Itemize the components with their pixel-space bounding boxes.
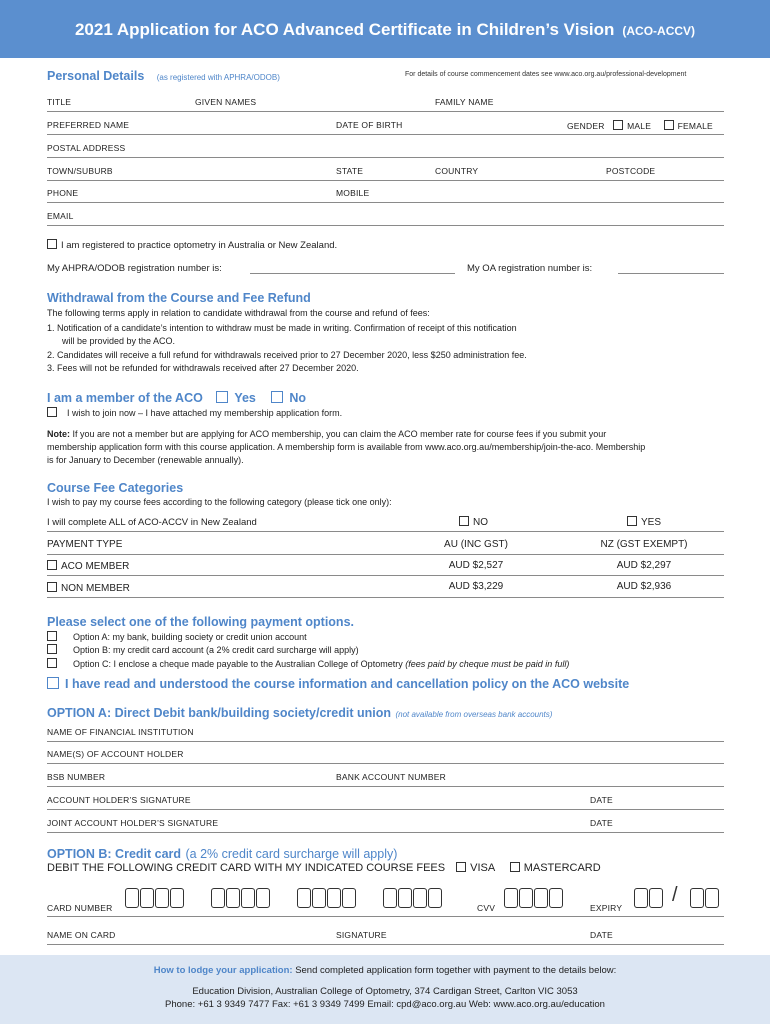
footer-address: Education Division, Australian College of Optometry, 374 Cardigan Street, Carlton VIC 3053 xyxy=(192,986,578,997)
row-divider xyxy=(47,575,724,576)
card-type-row: DEBIT THE FOLLOWING CREDIT CARD WITH MY INDICATED COURSE FEES VISA MASTERCARD xyxy=(47,862,601,874)
bsb-label: BSB NUMBER xyxy=(47,772,106,782)
male-checkbox[interactable] xyxy=(613,120,623,130)
oa-input[interactable] xyxy=(618,273,724,274)
row-divider xyxy=(47,180,724,181)
row-divider xyxy=(47,554,724,555)
row-divider xyxy=(47,134,724,135)
card-digit-box[interactable] xyxy=(428,888,442,908)
fee-row-type: ACO MEMBER xyxy=(47,560,129,572)
name-on-card-label: NAME ON CARD xyxy=(47,930,116,940)
join-statement: I wish to join now – I have attached my membership application form. xyxy=(47,407,342,418)
bank-details-input[interactable] xyxy=(47,786,724,787)
expiry-digit-box[interactable] xyxy=(705,888,719,908)
family-name-label: FAMILY NAME xyxy=(435,97,494,107)
row-divider xyxy=(47,531,724,532)
withdrawal-intro: The following terms apply in relation to candidate withdrawal from the course and refund of fees: xyxy=(47,308,430,318)
card-number-label: CARD NUMBER xyxy=(47,903,113,913)
membership-note: Note: If you are not a member but are applying for ACO membership, you can claim the ACO member rate for course fees if you submit your membership application form with this course application. A membership form is available from www.aco.org.au/membership/join-the-aco. Membership is for January to December (renewable annually). xyxy=(47,429,646,465)
holder-signature-label: ACCOUNT HOLDER’S SIGNATURE xyxy=(47,795,191,805)
member-no-checkbox[interactable] xyxy=(271,391,283,403)
nz-yes-option: YES xyxy=(627,516,661,528)
col-payment-type: PAYMENT TYPE xyxy=(47,539,123,550)
account-holder-label: NAME(S) OF ACCOUNT HOLDER xyxy=(47,749,184,759)
dob-label: DATE OF BIRTH xyxy=(336,120,403,130)
payment-heading: Please select one of the following payment options. xyxy=(47,615,354,629)
member-question: I am a member of the ACO Yes No xyxy=(47,391,307,405)
personal-heading: Personal Details (as registered with APHRA/ODOB) xyxy=(47,69,280,83)
option-b-heading: OPTION B: Credit card (a 2% credit card surcharge will apply) xyxy=(47,847,398,861)
card-digit-box[interactable] xyxy=(297,888,311,908)
card-digit-box[interactable] xyxy=(398,888,412,908)
card-digit-box[interactable] xyxy=(256,888,270,908)
nz-question: I will complete ALL of ACO-ACCV in New Zealand xyxy=(47,517,257,528)
cvv-digit-box[interactable] xyxy=(504,888,518,908)
card-digit-box[interactable] xyxy=(413,888,427,908)
card-digit-box[interactable] xyxy=(312,888,326,908)
nz-no-option: NO xyxy=(459,516,488,528)
institution-input[interactable] xyxy=(47,741,724,742)
country-label: COUNTRY xyxy=(435,166,479,176)
card-signature-label: SIGNATURE xyxy=(336,930,387,940)
option-c-checkbox[interactable] xyxy=(47,658,57,668)
row-divider xyxy=(47,597,724,598)
col-nz: NZ (GST EXEMPT) xyxy=(600,539,688,550)
ahpra-input[interactable] xyxy=(250,273,455,274)
card-digit-box[interactable] xyxy=(155,888,169,908)
header-banner xyxy=(0,0,770,58)
row-divider xyxy=(47,916,724,917)
course-info-note: For details of course commencement dates see www.aco.org.au/professional-development xyxy=(405,71,687,78)
join-checkbox[interactable] xyxy=(47,407,57,417)
email-label: EMAIL xyxy=(47,211,74,221)
row-divider xyxy=(47,157,724,158)
option-c-row: Option C: I enclose a cheque made payable to the Australian College of Optometry (fees paid by cheque must be paid in full) xyxy=(47,658,569,669)
title-label: TITLE xyxy=(47,97,72,107)
fee-row-type: NON MEMBER xyxy=(47,582,130,594)
female-checkbox[interactable] xyxy=(664,120,674,130)
signature-input[interactable] xyxy=(47,809,724,810)
footer xyxy=(0,955,770,1024)
fee-row-nz: AUD $2,936 xyxy=(616,581,672,592)
account-number-label: BANK ACCOUNT NUMBER xyxy=(336,772,446,782)
row-divider xyxy=(47,202,724,203)
card-digit-box[interactable] xyxy=(327,888,341,908)
postal-address-label: POSTAL ADDRESS xyxy=(47,143,126,153)
date-label: DATE xyxy=(590,795,613,805)
row-divider xyxy=(47,225,724,226)
row-divider xyxy=(47,944,724,945)
member-yes-checkbox[interactable] xyxy=(216,391,228,403)
expiry-digit-box[interactable] xyxy=(690,888,704,908)
registered-statement: I am registered to practice optometry in Australia or New Zealand. xyxy=(47,239,337,251)
option-a-heading: OPTION A: Direct Debit bank/building society/credit union (not available from overseas bank accounts) xyxy=(47,706,553,720)
cvv-digit-box[interactable] xyxy=(534,888,548,908)
fees-heading: Course Fee Categories xyxy=(47,481,184,495)
registered-checkbox[interactable] xyxy=(47,239,57,249)
policy-checkbox[interactable] xyxy=(47,677,59,689)
joint-signature-input[interactable] xyxy=(47,832,724,833)
withdrawal-item: 1. Notification of a candidate’s intention to withdraw must be made in writing. Confirmation of receipt of this notification xyxy=(47,323,517,333)
option-a-checkbox[interactable] xyxy=(47,631,57,641)
card-date-label: DATE xyxy=(590,930,613,940)
non-member-checkbox[interactable] xyxy=(47,582,57,592)
oa-label: My OA registration number is: xyxy=(467,263,593,274)
aco-member-checkbox[interactable] xyxy=(47,560,57,570)
institution-label: NAME OF FINANCIAL INSTITUTION xyxy=(47,727,194,737)
preferred-name-label: PREFERRED NAME xyxy=(47,120,130,130)
fee-row-nz: AUD $2,297 xyxy=(616,560,672,571)
fee-row-au: AUD $2,527 xyxy=(448,560,504,571)
given-names-label: GIVEN NAMES xyxy=(195,97,257,107)
phone-label: PHONE xyxy=(47,188,79,198)
account-holder-input[interactable] xyxy=(47,763,724,764)
policy-acknowledgement: I have read and understood the course information and cancellation policy on the ACO website xyxy=(47,677,629,691)
option-b-row: Option B: my credit card account (a 2% credit card surcharge will apply) xyxy=(47,644,359,655)
fee-row-au: AUD $3,229 xyxy=(448,581,504,592)
cvv-label: CVV xyxy=(477,903,496,913)
expiry-separator: / xyxy=(672,884,678,906)
fees-intro: I wish to pay my course fees according to the following category (please tick one only): xyxy=(47,497,392,507)
date-label: DATE xyxy=(590,818,613,828)
expiry-digit-box[interactable] xyxy=(649,888,663,908)
card-digit-box[interactable] xyxy=(170,888,184,908)
nz-no-checkbox[interactable] xyxy=(459,516,469,526)
cvv-digit-box[interactable] xyxy=(549,888,563,908)
town-label: TOWN/SUBURB xyxy=(47,166,113,176)
joint-signature-label: JOINT ACCOUNT HOLDER’S SIGNATURE xyxy=(47,818,219,828)
card-digit-box[interactable] xyxy=(342,888,356,908)
withdrawal-item: 2. Candidates will receive a full refund for withdrawals received prior to 27 December 2020, less $250 administration fee. xyxy=(47,350,527,360)
card-digit-box[interactable] xyxy=(140,888,154,908)
withdrawal-item: 3. Fees will not be refunded for withdrawals received after 27 December 2020. xyxy=(47,363,359,373)
row-divider xyxy=(47,111,724,112)
option-a-row: Option A: my bank, building society or credit union account xyxy=(47,631,307,642)
state-label: STATE xyxy=(336,166,364,176)
card-digit-box[interactable] xyxy=(211,888,225,908)
lodge-instructions: How to lodge your application: Send completed application form together with payment to the details below: xyxy=(153,965,617,976)
card-digit-box[interactable] xyxy=(226,888,240,908)
form-title: 2021 Application for ACO Advanced Certificate in Children’s Vision (ACO-ACCV) xyxy=(74,20,696,39)
option-b-checkbox[interactable] xyxy=(47,644,57,654)
postcode-label: POSTCODE xyxy=(606,166,656,176)
mastercard-checkbox[interactable] xyxy=(510,862,520,872)
withdrawal-item: will be provided by the ACO. xyxy=(62,336,176,346)
nz-yes-checkbox[interactable] xyxy=(627,516,637,526)
card-digit-box[interactable] xyxy=(241,888,255,908)
mobile-label: MOBILE xyxy=(336,188,370,198)
cvv-digit-box[interactable] xyxy=(519,888,533,908)
visa-checkbox[interactable] xyxy=(456,862,466,872)
card-digit-box[interactable] xyxy=(125,888,139,908)
expiry-digit-box[interactable] xyxy=(634,888,648,908)
col-au: AU (INC GST) xyxy=(444,539,508,550)
gender-field: GENDER MALE FEMALE xyxy=(567,121,713,131)
ahpra-label: My AHPRA/ODOB registration number is: xyxy=(47,263,222,274)
footer-contact: Phone: +61 3 9349 7477 Fax: +61 3 9349 7499 Email: cpd@aco.org.au Web: www.aco.org.au/education xyxy=(165,999,605,1010)
expiry-label: EXPIRY xyxy=(590,903,623,913)
withdrawal-heading: Withdrawal from the Course and Fee Refund xyxy=(47,291,311,305)
card-digit-box[interactable] xyxy=(383,888,397,908)
